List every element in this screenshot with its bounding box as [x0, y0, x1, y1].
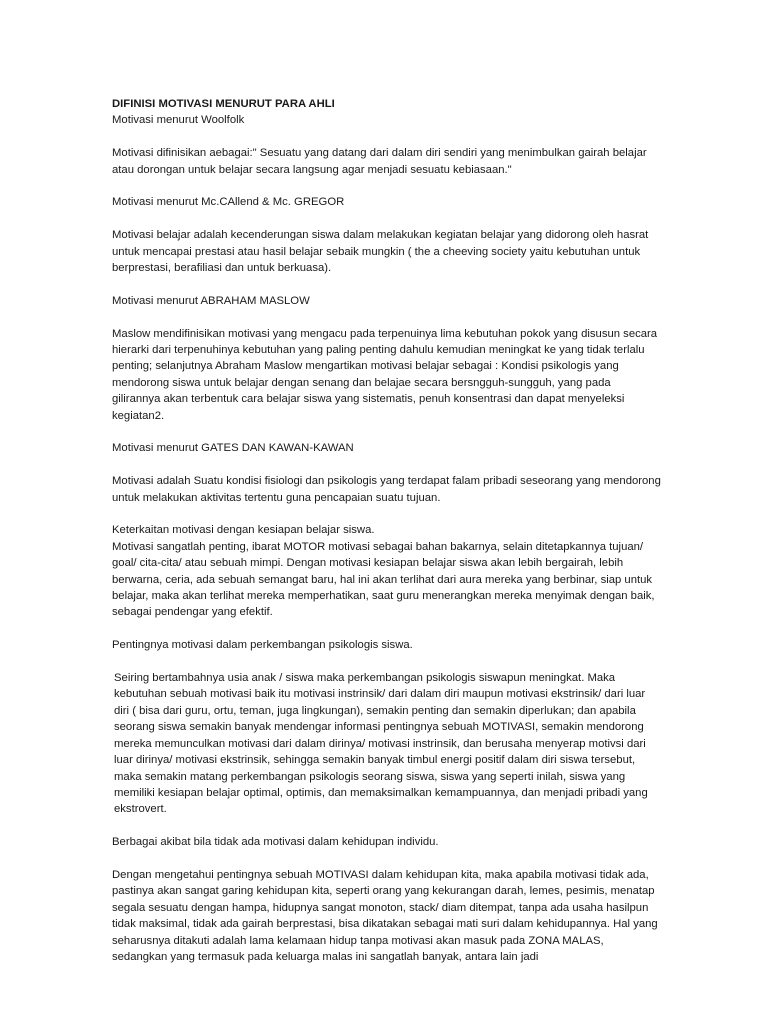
heading-gates: Motivasi menurut GATES DAN KAWAN-KAWAN [112, 442, 354, 455]
heading-mcclelland: Motivasi menurut Mc.CAllend & Mc. GREGOR [112, 196, 345, 209]
heading-woolfolk: Motivasi menurut Woolfolk [112, 114, 245, 127]
heading-pentingnya: Pentingnya motivasi dalam perkembangan psikologis siswa. [112, 639, 413, 652]
paragraph-mcclelland: Motivasi belajar adalah kecenderungan siswa dalam melakukan kegiatan belajar yang didorong oleh hasrat untuk mencapai prestasi atau hasil belajar sebaik mungkin ( the a cheeving society yaitu kebutuhan untuk berprestasi, berafiliasi dan untuk berkuasa). [112, 229, 649, 275]
document-title: DIFINISI MOTIVASI MENURUT PARA AHLI [112, 98, 335, 110]
paragraph-akibat: Dengan mengetahui pentingnya sebuah MOTIVASI dalam kehidupan kita, maka apabila motivasi tidak ada, pastinya akan sangat garing kehidupan kita, seperti orang yang kekurangan darah, lemes, pesimis, menatap segala sesuatu dengan hampa, hidupnya sangat monoton, stack/ diam ditempat, tanpa ada usaha hasilpun tidak maksimal, tidak ada gairah berprestasi, bisa dikatakan sebagai mati suri dalam kehidupannya. Hal yang seharusnya ditakuti adalah lama kelamaan hidup tanpa motivasi akan masuk pada ZONA MALAS, sedangkan yang termasuk pada keluarga malas ini sangatlah banyak, antara lain jadi [112, 868, 658, 963]
heading-maslow: Motivasi menurut ABRAHAM MASLOW [112, 294, 310, 307]
heading-keterkaitan: Keterkaitan motivasi dengan kesiapan belajar siswa. [112, 524, 375, 537]
heading-akibat: Berbagai akibat bila tidak ada motivasi dalam kehidupan individu. [112, 836, 439, 849]
paragraph-pentingnya: Seiring bertambahnya usia anak / siswa maka perkembangan psikologis siswapun meningkat. Maka kebutuhan sebuah motivasi baik itu motivasi instrinsik/ dari dalam diri maupun motivasi ekstrinsik/ dari luar diri ( bisa dari guru, ortu, teman, juga lingkungan), semakin penting dan semakin diperlukan; dan apabila seorang siswa semakin banyak mendengar informasi pentingnya sebuah MOTIVASI, semakin mendorong mereka memunculkan motivasi dari dalam dirinya/ motivasi instrinsik, dan berusaha menyerap motivsi dari luar dirinya/ motivasi ekstrinsik, sehingga semakin banyak timbul energi positif dalam diri siswa tersebut, maka semakin matang perkembangan psikologis seorang siswa, siswa yang seperti inilah, siswa yang memiliki kesiapan belajar optimal, optimis, dan memaksimalkan kemampuannya, dan menjadi pribadi yang ekstrovert. [114, 672, 648, 816]
paragraph-keterkaitan: Motivasi sangatlah penting, ibarat MOTOR motivasi sebagai bahan bakarnya, selain ditetapkannya tujuan/ goal/ cita-cita/ atau sebuah mimpi. Dengan motivasi kesiapan belajar siswa akan lebih bergairah, lebih berwarna, ceria, ada sebuah semangat baru, hal ini akan terlihat dari aura mereka yang berbinar, siap untuk belajar, maka akan terlihat mereka memperhatikan, saat guru menerangkan mereka menyimak dengan baik, sebagai pendengar yang efektif. [112, 540, 655, 619]
paragraph-maslow: Maslow mendifinisikan motivasi yang mengacu pada terpenuinya lima kebutuhan pokok yang disusun secara hierarki dari terpenuhinya kebutuhan yang paling penting dahulu kemudian meningkat ke yang tidak terlalu penting; selanjutnya Abraham Maslow mengartikan motivasi belajar sebagai : Kondisi psikologis yang mendorong siswa untuk belajar dengan senang dan belajae secara bersngguh-sungguh, yang pada gilirannya akan terbentuk cara belajar siswa yang sistematis, penuh konsentrasi dan dapat menyeleksi kegiatan2. [112, 327, 658, 422]
document-body [112, 96, 662, 982]
paragraph-woolfolk: Motivasi difinisikan aebagai:" Sesuatu yang datang dari dalam diri sendiri yang menimbulkan gairah belajar atau dorongan untuk belajar secara langsung agar menjadi sesuatu kebiasaan." [112, 147, 647, 176]
paragraph-gates: Motivasi adalah Suatu kondisi fisiologi dan psikologis yang terdapat falam pribadi seseorang yang mendorong untuk melakukan aktivitas tertentu guna pencapaian suatu tujuan. [112, 475, 661, 504]
